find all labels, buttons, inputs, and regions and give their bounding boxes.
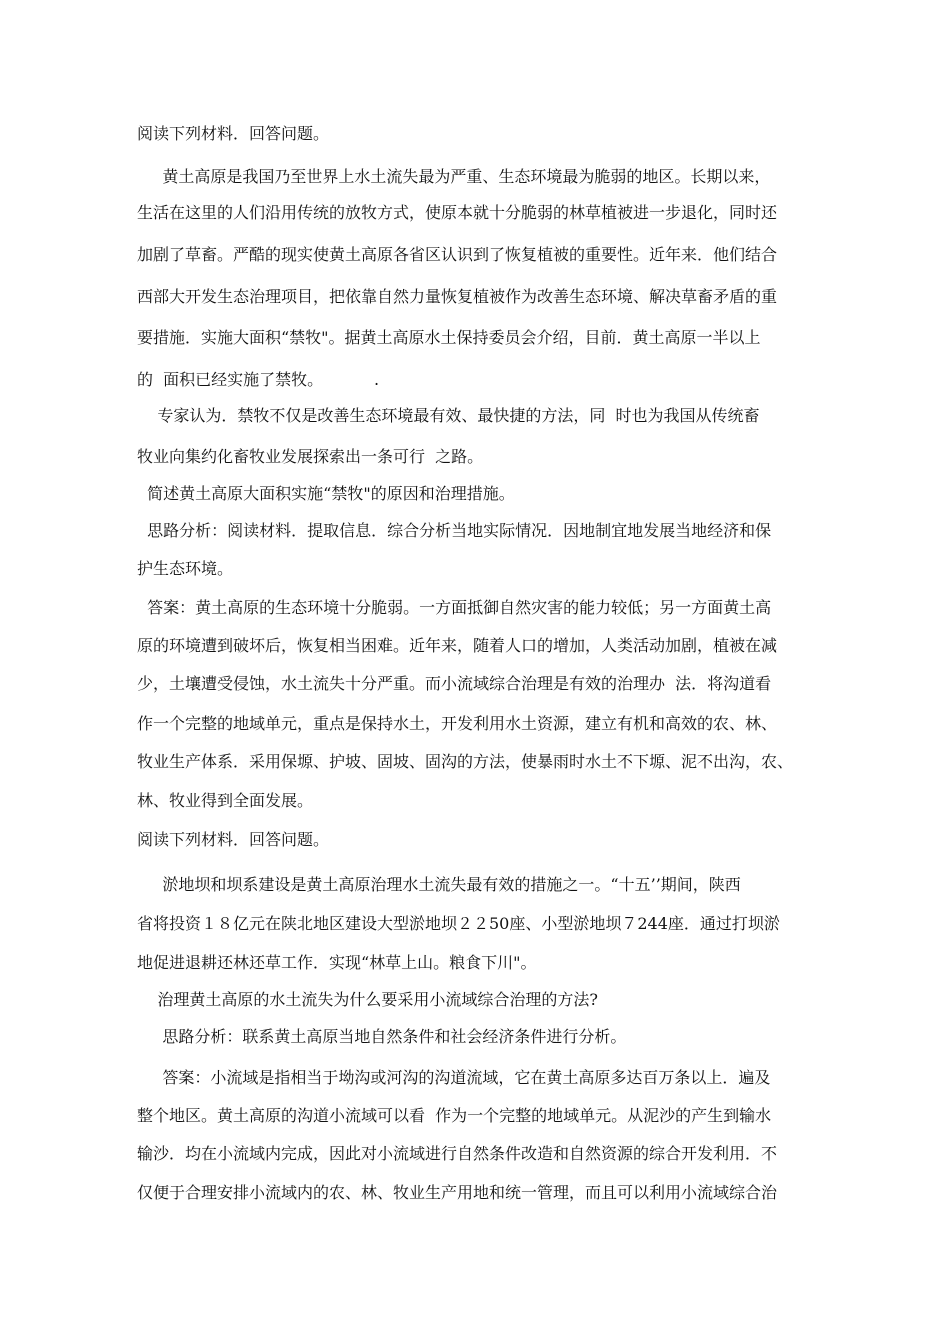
text-line: 牧业生产体系．采用保塬、护坡、固坡、固沟的方法，使暴雨时水土不下塬、泥不出沟，农、 [137,752,794,771]
text-line: 答案：黄土高原的生态环境十分脆弱。一方面抵御自然灾害的能力较低；另一方面黄土高 [137,598,772,617]
text-line: 牧业向集约化畜牧业发展探索出一条可行 之路。 [137,447,484,466]
text-line: 护生态环境。 [137,559,234,578]
text-line: 阅读下列材料．回答问题。 [137,124,330,143]
text-line: 加剧了草畜。严酷的现实使黄土高原各省区认识到了恢复植被的重要性。近年来．他们结合 [137,245,778,264]
text-line: 原的环境遭到破坏后，恢复相当困难。近年来，随着人口的增加，人类活动加剧，植被在减 [137,636,778,655]
text-line: 整个地区。黄土高原的沟道小流域可以看 作为一个完整的地域单元。从泥沙的产生到输水 [137,1106,772,1125]
text-line: 淤地坝和坝系建设是黄土高原治理水土流失最有效的措施之一。“十五’’期间，陕西 [137,875,741,894]
text-line: 治理黄土高原的水土流失为什么要采用小流域综合治理的方法? [137,990,598,1009]
text-line: 的 面积已经实施了禁牧。 . [137,370,380,389]
text-line: 生活在这里的人们沿用传统的放牧方式，使原本就十分脆弱的林草植被进一步退化，同时还 [137,203,778,222]
text-line: 黄土高原是我国乃至世界上水土流失最为严重、生态环境最为脆弱的地区。长期以来， [137,167,771,186]
text-line: 仅便于合理安排小流域内的农、林、牧业生产用地和统一管理，而且可以利用小流域综合治 [137,1183,778,1202]
text-line: 要措施．实施大面积“禁牧"。据黄土高原水土保持委员会介绍，目前．黄土高原一半以上 [137,328,761,347]
text-line: 输沙．均在小流域内完成，因此对小流域进行自然条件改造和自然资源的综合开发利用．不 [137,1144,778,1163]
text-line: 专家认为．禁牧不仅是改善生态环境最有效、最快捷的方法，同 时也为我国从传统畜 [137,406,760,425]
text-line: 省将投资１８亿元在陕北地区建设大型淤地坝２２50座、小型淤地坝７244座．通过打坝淤 [137,914,780,933]
text-line: 简述黄土高原大面积实施“禁牧"的原因和治理措施。 [137,484,515,503]
text-line: 地促进退耕还林还草工作．实现“林草上山。粮食下川"。 [137,953,537,972]
text-line: 答案：小流域是指相当于坳沟或河沟的沟道流域，它在黄土高原多达百万条以上．遍及 [137,1068,771,1087]
text-line: 思路分析：阅读材料．提取信息．综合分析当地实际情况．因地制宜地发展当地经济和保 [137,521,772,540]
text-line: 西部大开发生态治理项目，把依靠自然力量恢复植被作为改善生态环境、解决草畜矛盾的重 [137,287,778,306]
text-line: 少，土壤遭受侵蚀，水土流失十分严重。而小流域综合治理是有效的治理办 法．将沟道看 [137,674,772,693]
text-line: 思路分析：联系黄土高原当地自然条件和社会经济条件进行分析。 [137,1027,627,1046]
text-line: 作一个完整的地域单元，重点是保持水土，开发利用水土资源，建立有机和高效的农、林、 [137,714,778,733]
text-line: 阅读下列材料．回答问题。 [137,830,330,849]
text-line: 林、牧业得到全面发展。 [137,791,314,810]
